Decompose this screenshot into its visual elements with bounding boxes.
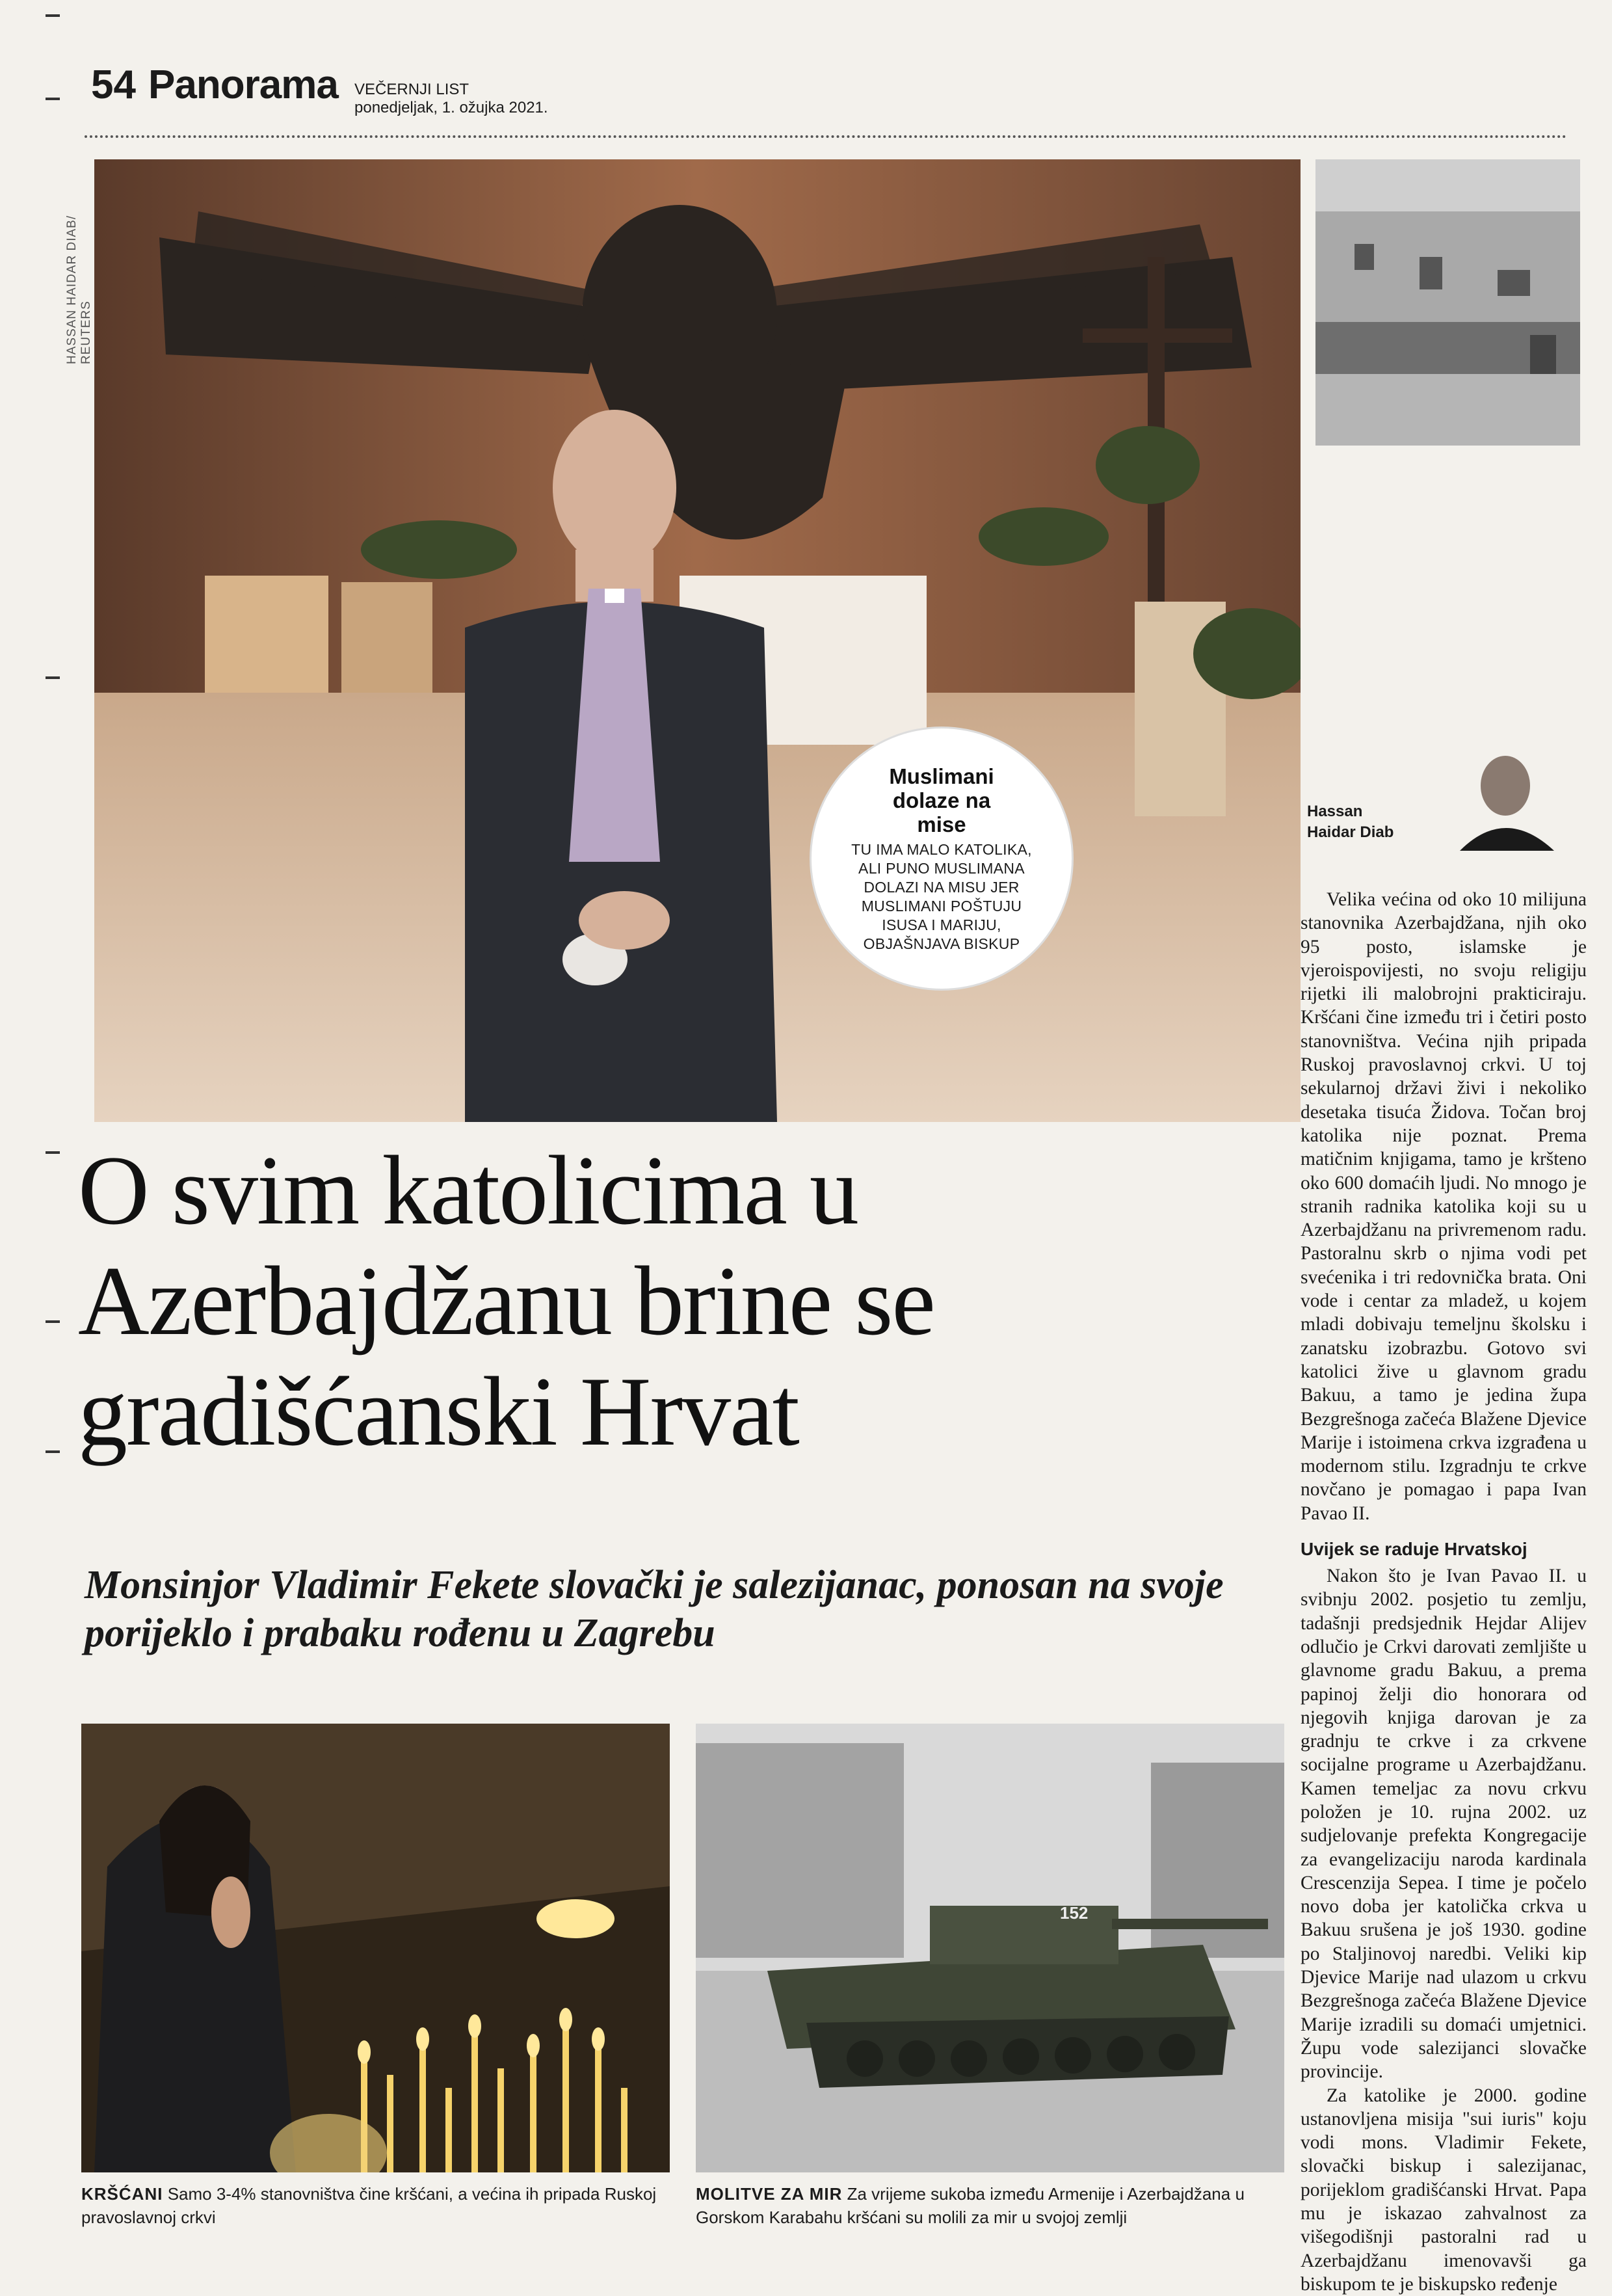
- issue-date: ponedjeljak, 1. ožujka 2021.: [354, 99, 548, 116]
- bubble-title: Muslimani dolaze na mise: [889, 764, 994, 836]
- section-title: Panorama: [148, 62, 338, 107]
- margin-mark: [46, 676, 60, 679]
- publication-name: VEČERNJI LIST: [354, 81, 469, 98]
- photo-credit: HASSAN HAIDAR DIAB/ REUTERS: [65, 215, 93, 364]
- margin-mark: [46, 1320, 60, 1323]
- margin-mark: [46, 14, 60, 17]
- article-subheading: Uvijek se raduje Hrvatskoj: [1301, 1539, 1527, 1560]
- caption-right-text: Za vrijeme sukoba između Armenije i Azerbajdžana u Gorskom Karabahu kršćani su molili za mir u svojoj zemlji: [696, 2184, 1245, 2227]
- subheadline: Monsinjor Vladimir Fekete slovački je salezijanac, ponosan na svoje porijeklo i prabaku rođenu u Zagrebu: [85, 1563, 1224, 1655]
- caption-right-label: MOLITVE ZA MIR: [696, 2184, 843, 2204]
- caption-left: [81, 2182, 670, 2229]
- author-photo: [1447, 747, 1564, 851]
- quote-bubble: [812, 728, 1072, 989]
- main-photo: [94, 159, 1301, 1122]
- praying-woman-photo: [81, 1724, 670, 2172]
- street-photo: [1315, 159, 1580, 446]
- margin-mark: [46, 1151, 60, 1154]
- bubble-text: TU IMA MALO KATOLIKA, ALI PUNO MUSLIMANA DOLAZI NA MISU JER MUSLIMANI POŠTUJU ISUSA I MARIJU, OBJAŠNJAVA BISKUP: [851, 840, 1032, 952]
- margin-mark: [46, 98, 60, 100]
- headline: O svim katolicima u Azerbajdžanu brine se gradišćanski Hrvat: [78, 1136, 934, 1466]
- masthead: [354, 81, 548, 117]
- tank-marking: 152: [1060, 1903, 1089, 1923]
- author-name: Hassan Haidar Diab: [1307, 803, 1394, 841]
- article-paragraph: Za katolike je 2000. godine ustanovljena misija "sui iuris" koju vodi mons. Vladimir Fekete, slovački biskup i salezijanac, porijeklom gradišćanski Hrvat. Papa mu je iskazao zahvalnost za višegodišnji pastoralni rad u Azerbajdžanu imenovavši ga biskupom te je biskupsko ređenje: [1301, 2085, 1587, 2295]
- caption-right: [696, 2182, 1284, 2229]
- article-paragraph: Nakon što je Ivan Pavao II. u svibnju 2002. posjetio tu zemlju, tadašnji predsjednik Hejdar Alijev odlučio je Crkvi darovati zemljište u glavnome gradu Bakuu, a prema papinoj želji dio honorara od njegovih knjiga darovan je za gradnju te crkve i za crkvene socijalne programe u Azerbajdžanu. Kamen temeljac za novu crkvu položen je 10. rujna 2002. uz sudjelovanje prefekta Kongregacije za evangelizaciju naroda kardinala Crescenzija Sepea. I time je počelo novo doba jer katolička crkva u Bakuu srušena je još 1930. godine po Staljinovoj naredbi. Veliki kip Djevice Marije nad ulazom u crkvu Bezgrešnoga začeća Blažene Djevice Marije izradili su domaći umjetnici. Župu vode salezijanci slovačke provincije.: [1301, 1566, 1587, 2083]
- article-column: [1301, 888, 1587, 2296]
- caption-left-label: KRŠĆANI: [81, 2184, 163, 2204]
- caption-left-text: Samo 3-4% stanovništva čine kršćani, a većina ih pripada Ruskoj pravoslavnoj crkvi: [81, 2184, 657, 2227]
- tank-photo: [696, 1724, 1284, 2172]
- header-rule: [85, 135, 1567, 138]
- margin-mark: [46, 1450, 60, 1453]
- page-number: 54: [91, 62, 136, 107]
- article-paragraph: Velika većina od oko 10 milijuna stanovnika Azerbajdžana, njih oko 95 posto, islamske je vjeroispovijesti, no svoju religiju rijetki ili malobrojni prakticiraju. Kršćani čine između tri i četiri posto stanovništva. Većina njih pripada Ruskoj pravoslavnoj crkvi. U toj sekularnoj državi živi i nekoliko desetaka tisuća Židova. Točan broj katolika nije poznat. Prema matičnim knjigama, tamo je kršteno oko 600 domaćih ljudi. No mnogo je stranih radnika katolika koji su u Azerbajdžanu na privremenom radu. Pastoralnu skrb o njima vodi pet svećenika i tri redovnička brata. Oni vode i centar za mladež, u kojem mladi dobivaju temeljnu školsku i zanatsku izobrazbu. Gotovo svi katolici žive u glavnom gradu Bakuu, a tamo je jedina župa Bezgrešnoga začeća Blažene Djevice Marije i istoimena crkva izgrađena u modernom stilu. Izgradnju te crkve novčano je pomagao i papa Ivan Pavao II.: [1301, 889, 1587, 1524]
